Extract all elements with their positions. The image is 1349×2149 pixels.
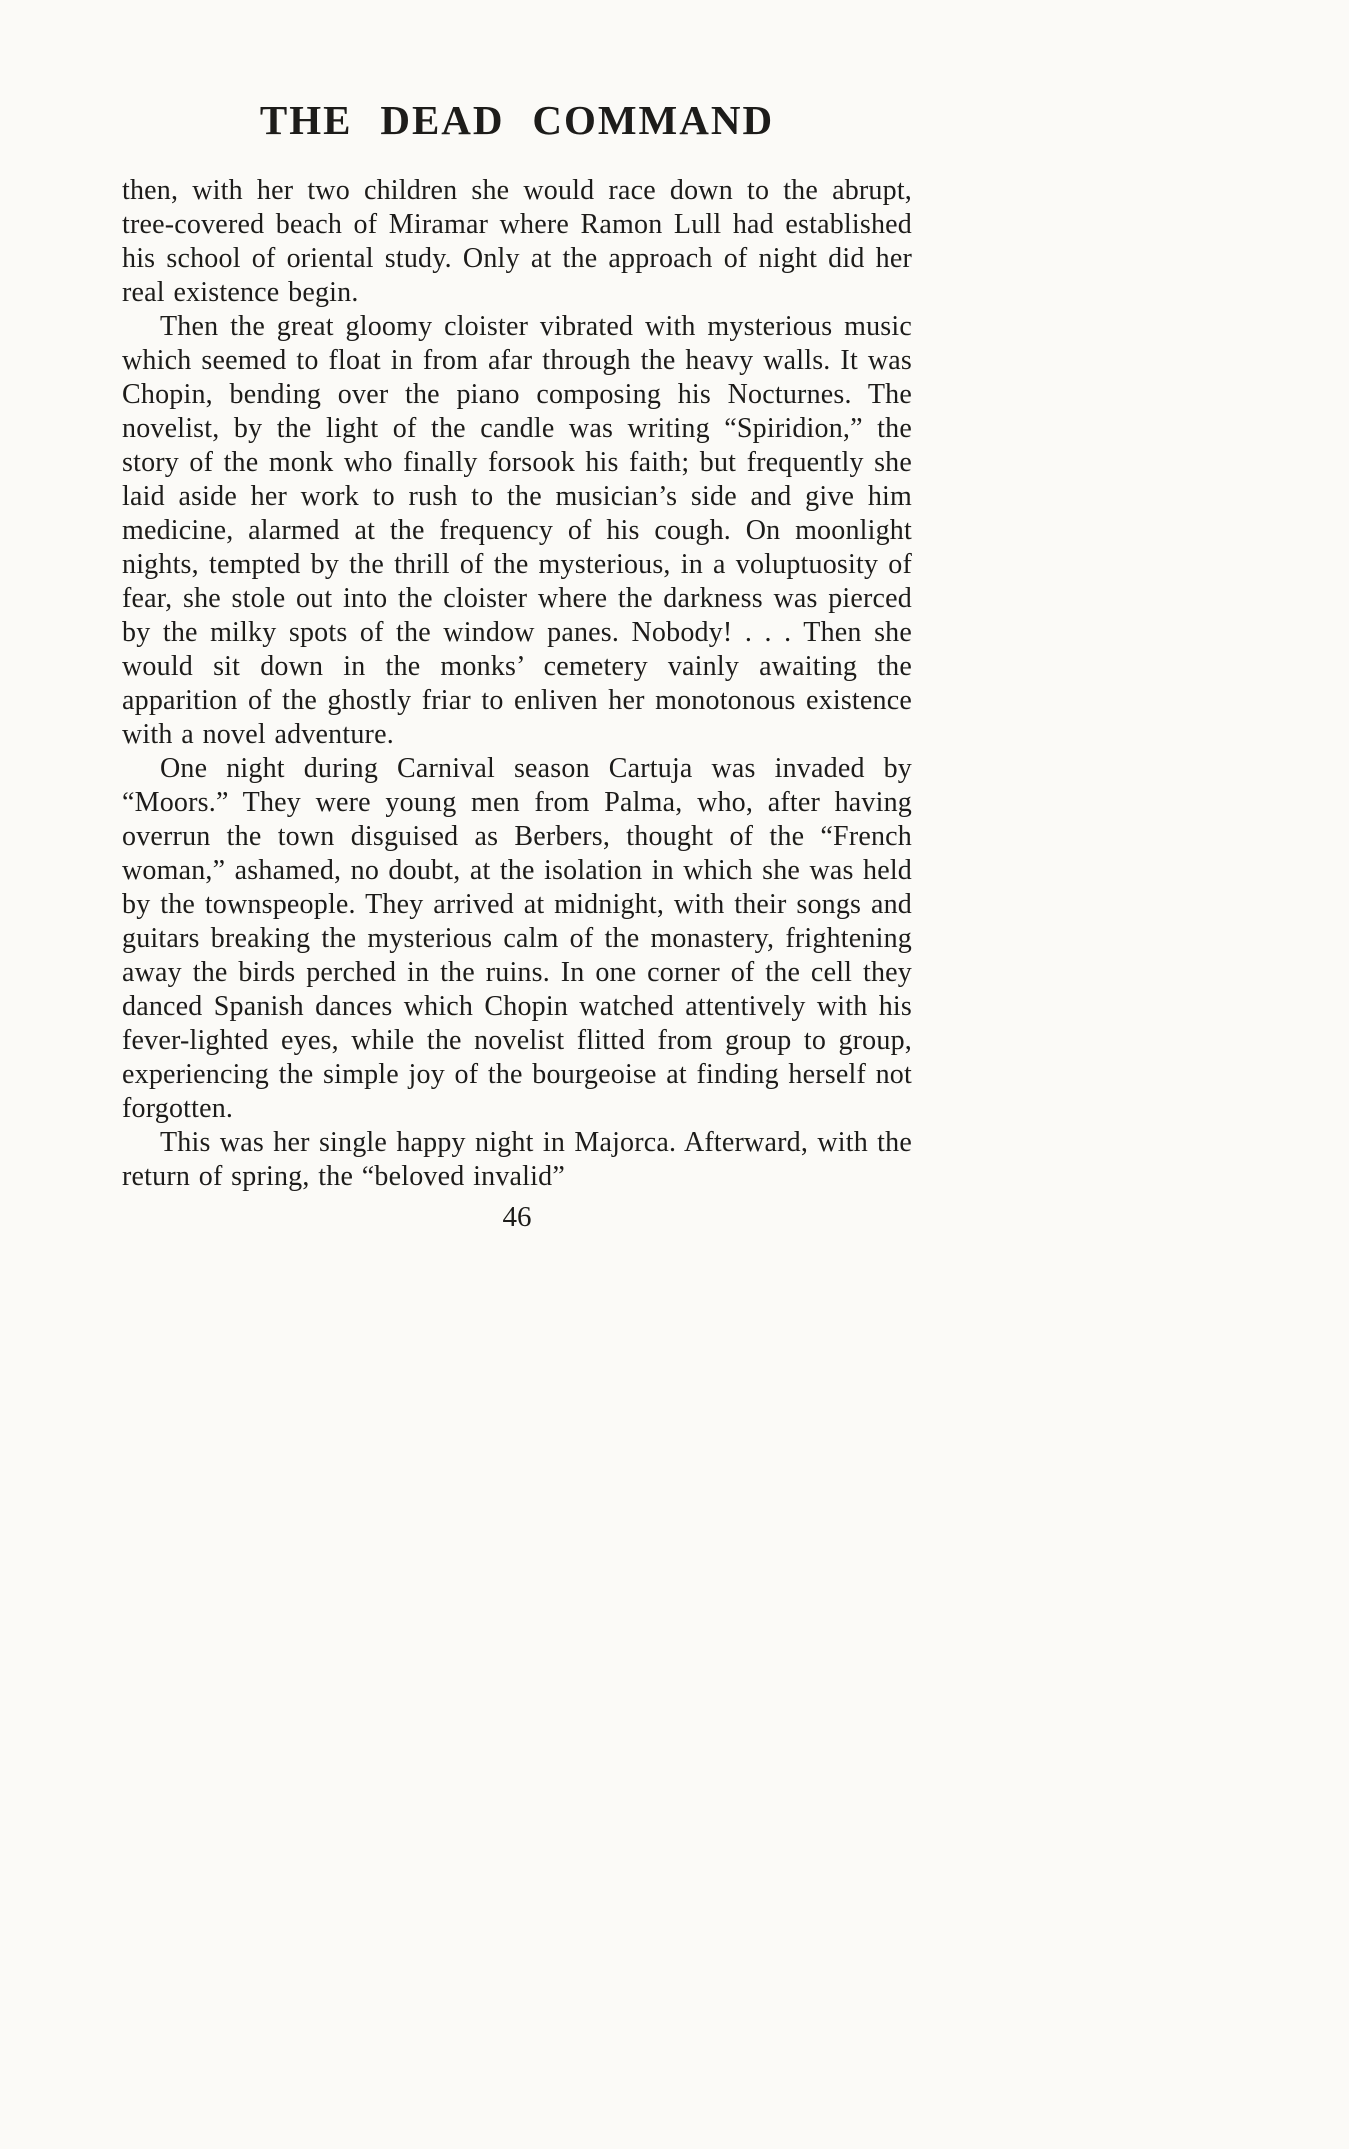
page-title: THE DEAD COMMAND: [259, 97, 775, 143]
paragraph-3: One night during Carnival season Cartuja was invaded by “Moors.” They were young men from Palma, who, after having overrun the town disguised as Berbers, thought of the “French woman,” ashamed, no doubt, at the isolation in which she was held by the townspeople. They arrived at midnight, with their songs and guitars breaking the mysterious calm of the monastery, frightening away the birds perched in the ruins. In one corner of the cell they danced Spanish dances which Chopin watched attentively with his fever-lighted eyes, while the novelist flitted from group to group, experiencing the simple joy of the bourgeoise at finding herself not forgotten.: [122, 753, 912, 1124]
paragraph-2: Then the great gloomy cloister vibrated with mysterious music which seemed to float in from afar through the heavy walls. It was Chopin, bending over the piano composing his Nocturnes. The novelist, by the light of the candle was writing “Spiridion,” the story of the monk who finally forsook his faith; but frequently she laid aside her work to rush to the musician’s side and give him medicine, alarmed at the frequency of his cough. On moonlight nights, tempted by the thrill of the mysterious, in a voluptuosity of fear, she stole out into the cloister where the darkness was pierced by the milky spots of the window panes. Nobody! . . . Then she would sit down in the monks’ cemetery vainly awaiting the apparition of the ghostly friar to enliven her monotonous existence with a novel adventure.: [122, 311, 912, 750]
page-number: 46: [502, 1201, 532, 1233]
paragraph-1: then, with her two children she would race down to the abrupt, tree-covered beach of Miramar where Ramon Lull had established his school of oriental study. Only at the approach of night did her real existence begin.: [122, 175, 912, 308]
page-body: [122, 96, 912, 1234]
paragraph-4: This was her single happy night in Majorca. Afterward, with the return of spring, the “beloved invalid”: [122, 1127, 912, 1192]
